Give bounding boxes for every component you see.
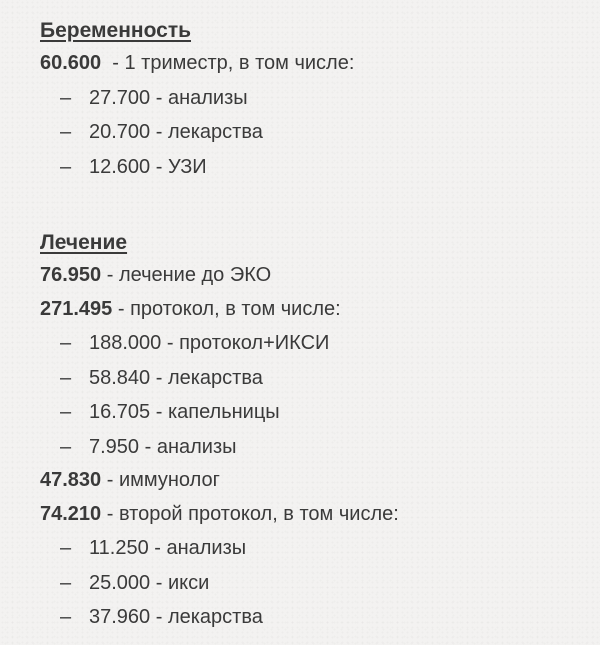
sub-item (40, 326, 590, 361)
dash-bullet: – (60, 121, 72, 143)
sub-item (40, 361, 590, 396)
dash-bullet: – (60, 606, 72, 628)
dash-bullet: – (60, 571, 72, 594)
expense-description: - иммунолог (101, 469, 220, 491)
section-spacer (40, 184, 590, 226)
sub-item (40, 430, 590, 465)
expense-line (40, 498, 590, 532)
expense-document (40, 14, 590, 635)
sub-item (40, 81, 590, 116)
dash-bullet: – (60, 155, 72, 178)
sub-item (40, 566, 590, 601)
dash-bullet: – (60, 332, 72, 354)
sub-item-text: 7.950 - анализы (89, 435, 237, 458)
sub-item-text: 37.960 - лекарства (89, 606, 263, 628)
expense-description: - второй протокол, в том числе: (101, 502, 399, 525)
dash-bullet: – (60, 537, 72, 559)
sub-item (40, 531, 590, 566)
section-heading-pregnancy: Беременность (40, 19, 192, 42)
expense-description: - 1 триместр, в том числе: (101, 52, 355, 74)
sub-item-text: 12.600 - УЗИ (89, 155, 207, 178)
expense-description: - протокол, в том числе: (112, 297, 341, 320)
expense-amount: 60.600 (40, 52, 102, 74)
expense-amount: 74.210 (40, 502, 102, 525)
sub-item (40, 150, 590, 185)
section-heading-treatment: Лечение (40, 231, 128, 254)
sub-item (40, 115, 590, 150)
expense-line (40, 293, 590, 327)
sub-item-text: 16.705 - капельницы (89, 401, 280, 423)
sub-item-text: 25.000 - икси (89, 571, 210, 594)
expense-amount: 271.495 (40, 297, 113, 320)
sub-item-text: 11.250 - анализы (89, 537, 247, 559)
sub-item (40, 600, 590, 635)
sub-item-text: 188.000 - протокол+ИКСИ (89, 332, 330, 354)
dash-bullet: – (60, 366, 72, 389)
sub-item-text: 20.700 - лекарства (89, 121, 263, 143)
sub-item-text: 58.840 - лекарства (89, 366, 263, 389)
dash-bullet: – (60, 401, 72, 423)
expense-description: - лечение до ЭКО (101, 264, 272, 286)
expense-line (40, 259, 590, 293)
expense-line (40, 464, 590, 498)
sub-item-text: 27.700 - анализы (89, 86, 248, 109)
expense-amount: 47.830 (40, 469, 102, 491)
sub-item (40, 395, 590, 430)
expense-line (40, 47, 590, 81)
expense-amount: 76.950 (40, 264, 102, 286)
dash-bullet: – (60, 86, 72, 109)
dash-bullet: – (60, 435, 72, 458)
